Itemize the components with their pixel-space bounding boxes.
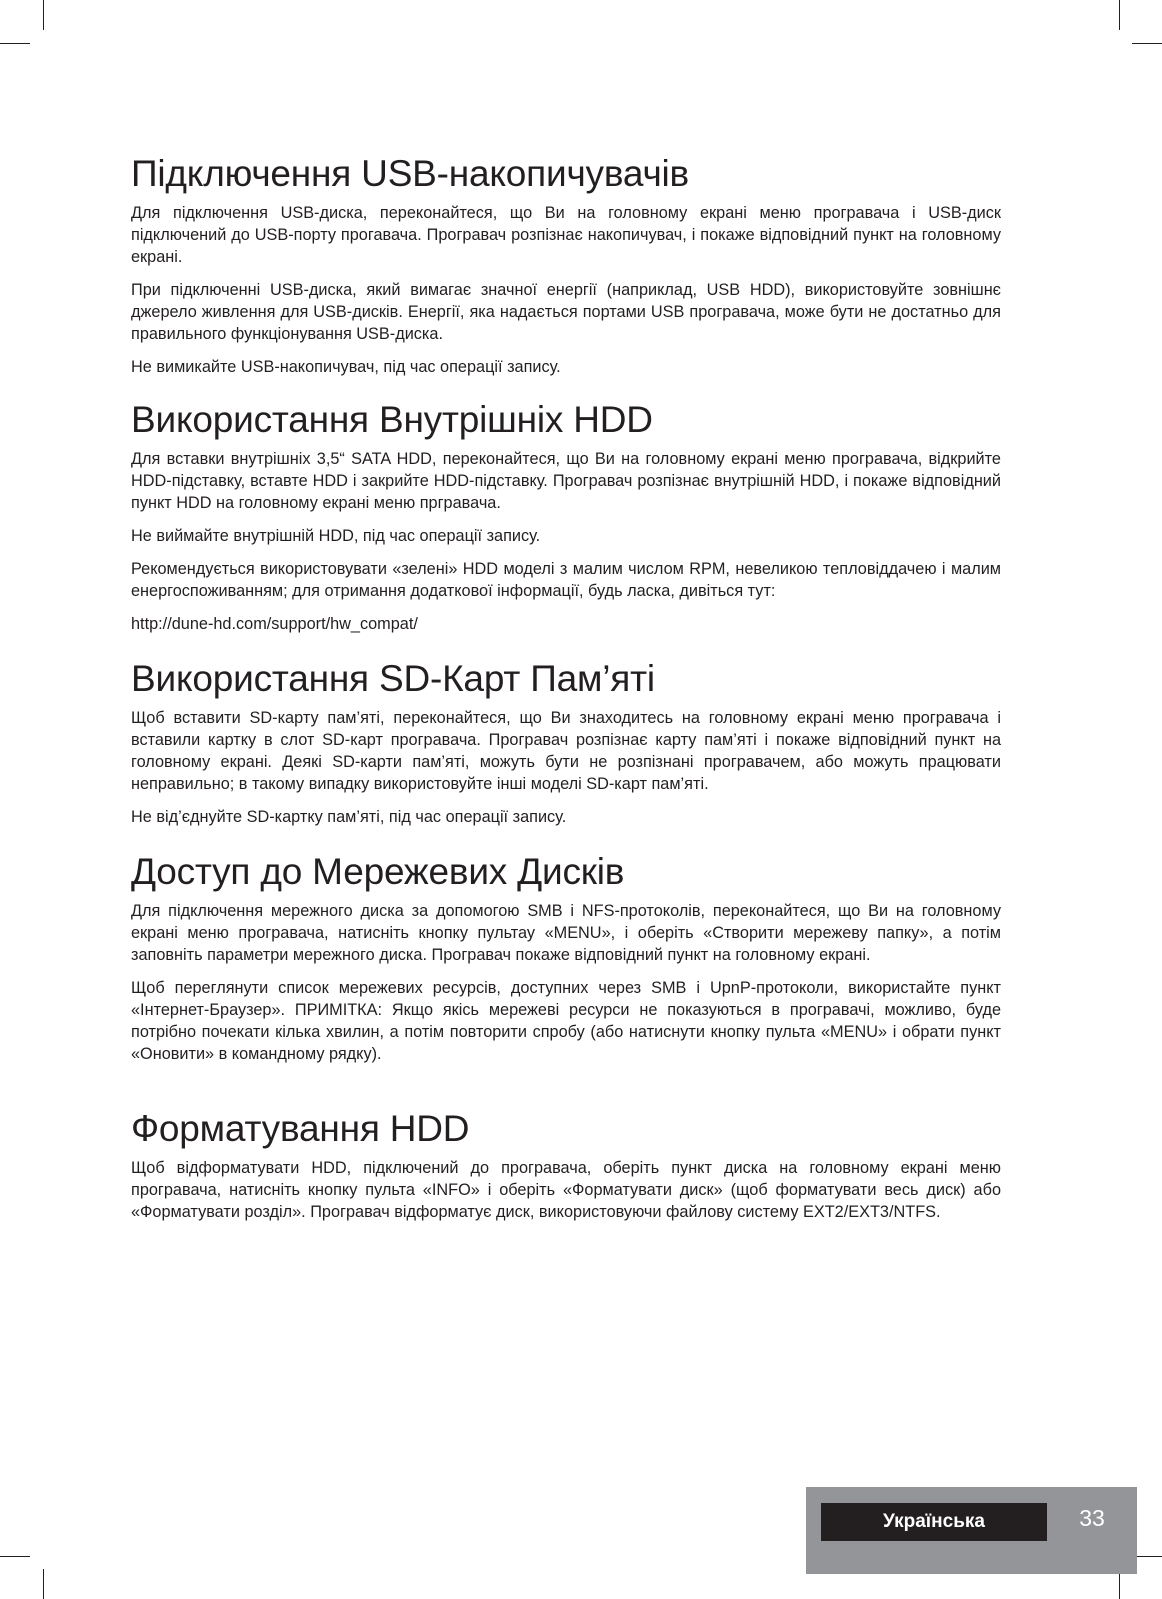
section-format-hdd: [131, 1107, 1001, 1223]
paragraph: Щоб відформатувати HDD, підключений до програвача, оберіть пункт диска на головному екрані меню програвача, натисніть кнопку пульта «INFO» і оберіть «Форматувати диск» (щоб форматувати весь диск) або «Форматувати розділ». Програвач відформатує диск, використовуючи файлову систему EXT2/EXT3/NTFS.: [131, 1159, 1001, 1221]
section-usb: [131, 152, 1001, 378]
section-network-drives: [131, 850, 1001, 1065]
language-label: Українська: [821, 1503, 1047, 1541]
paragraph: Не виймайте внутрішній HDD, під час операції запису.: [131, 527, 541, 545]
section-internal-hdd: [131, 398, 1001, 635]
section-title: Використання Внутрішніх HDD: [131, 399, 653, 440]
paragraph: Щоб переглянути список мережевих ресурсів, доступних через SMB і UpnP-протоколи, використайте пункт «Інтернет-Браузер». ПРИМІТКА: Якщо якісь мережеві ресурси не показуються в програвачі, можливо, буде потрібно почекати кілька хвилин, а потім повторити спробу (або натиснути кнопку пульта «MENU» і обрати пункт «Оновити» в командному рядку).: [131, 979, 1001, 1063]
section-title: Форматування HDD: [131, 1108, 470, 1149]
crop-mark: [1119, 0, 1120, 30]
crop-mark: [43, 0, 44, 30]
page-footer: [806, 1487, 1137, 1574]
paragraph: Для підключення мережного диска за допомогою SMB і NFS-протоколів, переконайтеся, що Ви на головному екрані меню програвача, натисніть кнопку пультау «MENU», і оберіть «Створити мережеву папку», а потім заповніть параметри мережного диска. Програвач покаже відповідний пункт на головному екрані.: [131, 902, 1001, 964]
crop-mark: [0, 43, 30, 44]
page-content: [131, 152, 1001, 1234]
crop-mark: [1132, 43, 1162, 44]
page-number: 33: [1079, 1505, 1105, 1531]
section-title: Використання SD-Карт Пам’яті: [131, 658, 655, 699]
section-title: Доступ до Мережевих Дисків: [131, 851, 625, 892]
section-title: Підключення USB-накопичувачів: [131, 153, 689, 194]
paragraph: Рекомендується використовувати «зелені» HDD моделі з малим числом RPM, невеликою тепловіддачею і малим енергоспоживанням; для отримання додаткової інформації, будь ласка, дивіться тут:: [131, 560, 1001, 600]
compat-link[interactable]: http://dune-hd.com/support/hw_compat/: [131, 615, 418, 633]
paragraph: При підключенні USB-диска, який вимагає значної енергії (наприклад, USB HDD), використовуйте зовнішнє джерело живлення для USB-дисків. Енергії, яка надається портами USB програвача, може бути не достатньо для правильного функціонування USB-диска.: [131, 281, 1001, 343]
crop-mark: [43, 1569, 44, 1599]
paragraph: Щоб вставити SD-карту пам’яті, переконайтеся, що Ви знаходитесь на головному екрані меню програвача і вставили картку в слот SD-карт програвача. Програвач розпізнає карту пам’яті і покаже відповідний пункт на головному екрані. Деякі SD-карти пам’яті, можуть бути не розпізнані програвачем, або можуть працювати неправильно; в такому випадку використовуйте інші моделі SD-карт пам’яті.: [131, 709, 1001, 793]
paragraph: Для вставки внутрішніх 3,5“ SATA HDD, переконайтеся, що Ви на головному екрані меню програвача, відкрийте HDD-підставку, вставте HDD і закрийте HDD-підставку. Програвач розпізнає внутрішній HDD, і покаже відповідний пункт HDD на головному екрані меню пргравача.: [131, 450, 1001, 512]
paragraph: Для підключення USB-диска, переконайтеся, що Ви на головному екрані меню програвача і USB-диск підключений до USB-порту прогавача. Програвач розпізнає накопичувач, і покаже відповідний пункт на головному екрані.: [131, 204, 1001, 266]
crop-mark: [0, 1556, 30, 1557]
section-sd-cards: [131, 657, 1001, 828]
paragraph: Не від’єднуйте SD-картку пам’яті, під час операції запису.: [131, 808, 567, 826]
paragraph: Не вимикайте USB-накопичувач, під час операції запису.: [131, 358, 561, 376]
